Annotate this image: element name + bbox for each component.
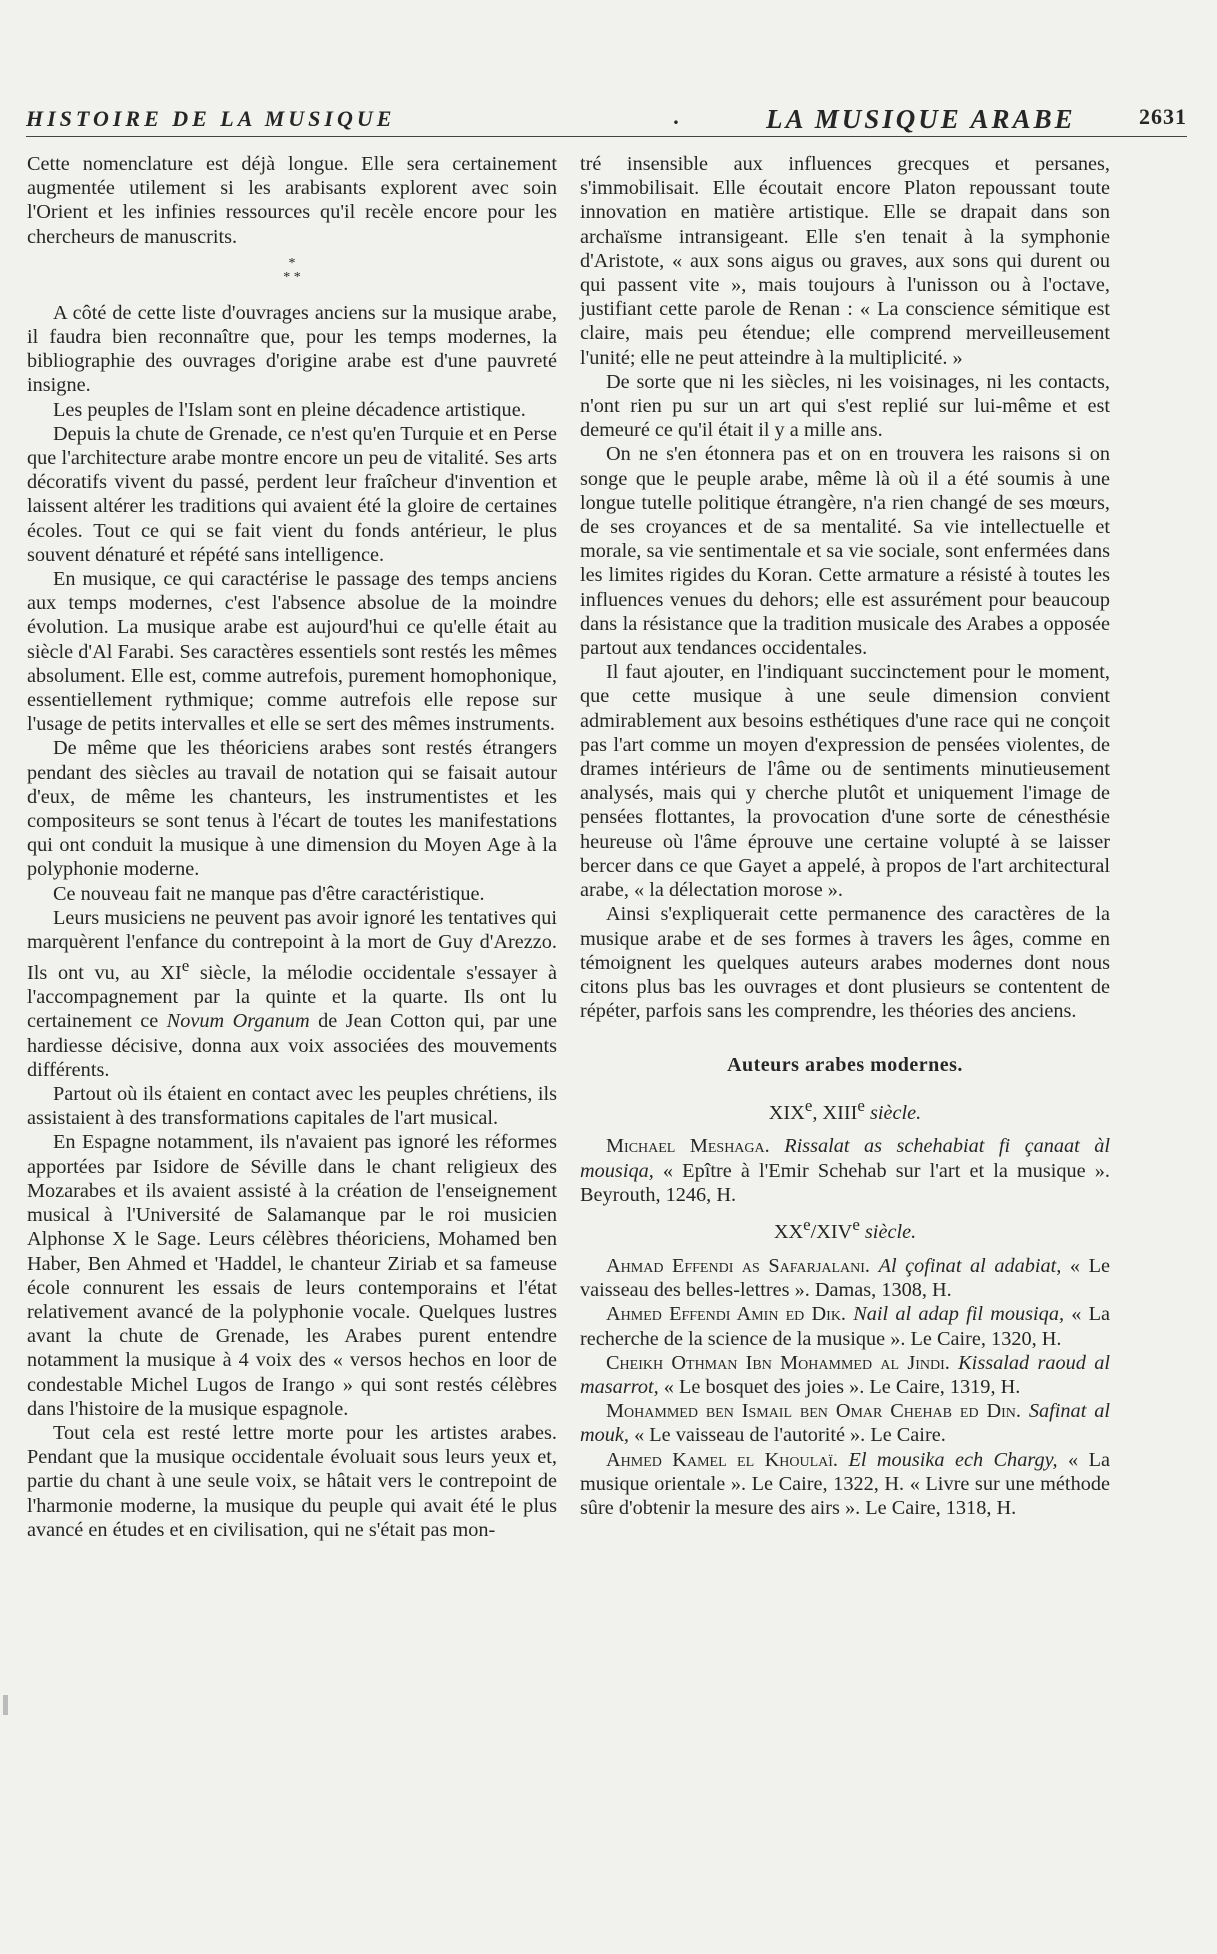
paragraph: Partout où ils étaient en contact avec les peuples chrétiens, ils assistaient à des transformations capitales de l'art musical. xyxy=(27,1083,557,1130)
work-title: Novum Organum xyxy=(166,1010,310,1033)
left-column xyxy=(27,152,557,1542)
paragraph: De sorte que ni les siècles, ni les voisinages, ni les contacts, n'ont rien pu sur un art qui s'est replié sur lui-même et est demeuré ce qu'il était il y a mille ans. xyxy=(580,370,1110,442)
paragraph: En musique, ce qui caractérise le passage des temps anciens aux temps modernes, c'est l'absence absolue de la moindre évolution. La musique arabe est aujourd'hui ce qu'elle était au siècle d'Al Farabi. Ses caractères essentiels sont restés les mêmes absolument. Elle est, comme autrefois, purement homophonique, essentiellement rythmique; comme autrefois elle repose sur l'usage de petits intervalles et elle se sert des mêmes instruments. xyxy=(27,568,557,736)
paragraph: On ne s'en étonnera pas et on en trouvera les raisons si on songe que le peuple arabe, même là où il a été soumis à une longue tutelle politique étrangère, n'a rien changé de ses mœurs, de ses croyances et de sa mentalité. Sa vie intellectuelle et morale, sa vie sentimentale et sa vie sociale, sont enfermées dans les limites rigides du Koran. Cette armature a résisté à toutes les influences venues du dehors; elle est assurément pour beaucoup dans la résistance que la tradition musicale des Arabes a opposée partout aux tendances occidentales. xyxy=(580,443,1110,660)
century-heading xyxy=(580,1094,1110,1125)
page-number: 2631 xyxy=(1139,104,1187,129)
bibliography-entry xyxy=(580,1254,1110,1302)
work-title: Nail al adap fil mousiqa, xyxy=(853,1303,1065,1326)
text-run: Leurs musiciens ne peuvent pas avoir ignoré les tentatives qui marquèrent l'enfance du contrepoint à la mort de Guy d'Arezzo. Ils ont vu, au xyxy=(27,906,557,985)
century-heading xyxy=(580,1213,1110,1244)
paragraph: En Espagne notamment, ils n'avaient pas ignoré les réformes apportées par Isidore de Séville dans le chant religieux des Mozarabes et ils avaient assisté à la création de l'enseignement musical à l'Université de Salamanque par le roi musicien Alphonse X le Sage. Leurs célèbres théoriciens, Mohamed ben Haber, Ben Ahmed et 'Haddel, le chanteur Ziriab et sa fameuse école connurent les essais de leurs contemporains et l'état relativement avancé de la polyphonie vocale. Quelques lustres avant la chute de Grenade, les Arabes purent entendre notamment la musique à 4 voix des « versos hechos en loor de condestable Michel Lugos de Irango » qui sont restés célèbres dans l'histoire de la musique espagnole. xyxy=(27,1131,557,1420)
right-column xyxy=(580,152,1110,1520)
text-run: « Epître à l'Emir Schehab sur l'art et la musique ». Beyrouth, 1246, H. xyxy=(580,1159,1110,1206)
text-run: XX xyxy=(773,1220,804,1243)
author-name: Michael Meshaga. xyxy=(606,1135,770,1158)
author-name: Mohammed ben Ismail ben Omar Chehab ed Din. xyxy=(606,1400,1021,1423)
author-name: Ahmad Effendi as Safarjalani. xyxy=(606,1255,871,1278)
superscript: e xyxy=(181,956,190,976)
paragraph: Il faut ajouter, en l'indiquant succinctement pour le moment, que cette musique à une seule dimension convient admirablement aux besoins esthétiques d'une race qui ne conçoit pas l'art comme un moyen d'expression de pensées violentes, de drames intérieurs de l'âme ou de sentiments minutieusement analysés, mais qui y cherche plutôt et uniquement l'image de pensées flottantes, la provocation d'une sorte de cénesthésie heureuse où l'âme éprouve une certaine volupté à se laisser bercer dans ce que Gayet a appelé, à propos de l'art architectural arabe, « la délectation morose ». xyxy=(580,661,1110,902)
work-title: Al çofinat al adabiat, xyxy=(878,1255,1062,1278)
text-run: XIX xyxy=(768,1101,805,1124)
paragraph xyxy=(27,906,557,1082)
asterism xyxy=(27,257,557,285)
bibliography-entry xyxy=(580,1351,1110,1399)
text-run: « Le bosquet des joies ». Le Caire, 1319, H. xyxy=(658,1376,1021,1399)
text-run: « Le vaisseau des belles-lettres ». Damas, 1308, H. xyxy=(580,1255,1110,1302)
asterism-bottom: * * xyxy=(283,269,301,285)
text-run: siècle. xyxy=(864,1101,922,1124)
text-run: siècle. xyxy=(859,1220,917,1243)
text-run: /XIV xyxy=(810,1220,853,1243)
bibliography-entry xyxy=(580,1448,1110,1521)
author-name: Cheikh Othman Ibn Mohammed al Jindi. xyxy=(606,1351,950,1374)
author-name: Ahmed Effendi Amin ed Dik. xyxy=(606,1303,846,1326)
paragraph: Cette nomenclature est déjà longue. Elle sera certainement augmentée utilement si les arabisants explorent avec soin l'Orient et les infinies ressources qu'il recèle encore pour les chercheurs de manuscrits. xyxy=(27,153,557,248)
paragraph: De même que les théoriciens arabes sont restés étrangers pendant des siècles au travail de notation qui se faisait autour d'eux, de même les chanteurs, les instrumentistes et les compositeurs se sont tenus à l'écart de toutes les manifestations qui ont conduit la musique à une dimension du Moyen Age à la polyphonie moderne. xyxy=(27,737,557,881)
superscript: e xyxy=(804,1095,813,1115)
running-head-right: LA MUSIQUE ARABE xyxy=(766,104,1076,134)
paragraph: Les peuples de l'Islam sont en pleine décadence artistique. xyxy=(53,398,526,421)
superscript: e xyxy=(803,1215,811,1235)
text-run: siècle, la mélodie occidentale s'essayer à l'accompagnement par la quinte et la quarte. Ils ont lu certainement ce xyxy=(27,962,557,1033)
paragraph: Ainsi s'expliquerait cette permanence des caractères de la musique arabe et de ses formes à travers les âges, comme en témoignent les quelques auteurs arabes modernes dont nous citons plus bas les ouvrages et dont plusieurs se contentent de répéter, parfois sans les comprendre, les théories des anciens. xyxy=(580,903,1110,1023)
century-numeral: XI xyxy=(160,962,182,985)
paragraph: A côté de cette liste d'ouvrages anciens sur la musique arabe, il faudra bien reconnaître que, pour les temps modernes, la bibliographie des ouvrages d'origine arabe est d'une pauvreté insigne. xyxy=(27,301,557,397)
running-head-left: HISTOIRE DE LA MUSIQUE xyxy=(26,106,396,131)
superscript: e xyxy=(852,1215,860,1235)
text-run: « La musique orientale ». Le Caire, 1322, H. « Livre sur une méthode sûre d'obtenir la mesure des airs ». Le Caire, 1318, H. xyxy=(580,1448,1110,1520)
running-head-separator: . xyxy=(674,104,680,129)
paragraph: tré insensible aux influences grecques et persanes, s'immobilisait. Elle écoutait encore Platon repoussant toute innovation en matière artistique. Elle se drapait dans son archaïsme intransigeant. Elle s'en tenait à la symphonie d'Aristote, « aux sons aigus ou graves, aux sons qui durent ou qui passent vite », mais toujours à l'unisson ou à l'octave, justifiant cette parole de Renan : « La conscience sémitique est claire, mais peu étendue; elle comprend merveilleusement l'unité; elle ne peut atteindre à la multiplicité. » xyxy=(580,153,1110,369)
text-run: de Jean Cotton qui, par une hardiesse décisive, donna aux voix associées des mouvements différents. xyxy=(27,1010,557,1081)
superscript: e xyxy=(857,1095,865,1115)
text-run: , XIII xyxy=(812,1101,858,1124)
text-run: « Le vaisseau de l'autorité ». Le Caire. xyxy=(629,1424,946,1447)
running-head xyxy=(26,104,1187,137)
work-title: Rissalat as schehabiat fi çanaat àl mousiqa, xyxy=(580,1135,1111,1182)
section-title: Auteurs arabes modernes. xyxy=(727,1054,963,1077)
work-title: Kissalad raoud al masarrot, xyxy=(580,1351,1110,1399)
bibliography-entry xyxy=(580,1399,1110,1447)
scan-margin-mark xyxy=(3,1695,8,1715)
asterism-top: * xyxy=(288,255,296,271)
work-title: Safinat al mouk, xyxy=(580,1400,1110,1447)
work-title: El mousika ech Chargy, xyxy=(848,1448,1058,1471)
bibliography-entry xyxy=(580,1302,1110,1350)
text-run: « La recherche de la science de la musique ». Le Caire, 1320, H. xyxy=(580,1303,1110,1350)
paragraph: Ce nouveau fait ne manque pas d'être caractéristique. xyxy=(53,882,485,905)
author-name: Ahmed Kamel el Khoulaï. xyxy=(606,1448,838,1471)
paragraph: Depuis la chute de Grenade, ce n'est qu'en Turquie et en Perse que l'architecture arabe montre encore un peu de vitalité. Ses arts décoratifs vivent du passé, perdent leur fraîcheur d'invention et laissent altérer les traditions qui avaient été la gloire de certaines écoles. Tout ce qui se fait vient du fonds antérieur, le plus souvent dénaturé et répété sans intelligence. xyxy=(27,422,557,566)
paragraph: Tout cela est resté lettre morte pour les artistes arabes. Pendant que la musique occidentale évoluait sous leurs yeux et, partie du chant à une seule voix, se hâtait vers le contrepoint de l'harmonie moderne, la musique du peuple qui avait été le plus avancé en études et en civilisation, qui ne s'était pas mon- xyxy=(27,1421,557,1541)
bibliography-entry xyxy=(580,1134,1110,1207)
